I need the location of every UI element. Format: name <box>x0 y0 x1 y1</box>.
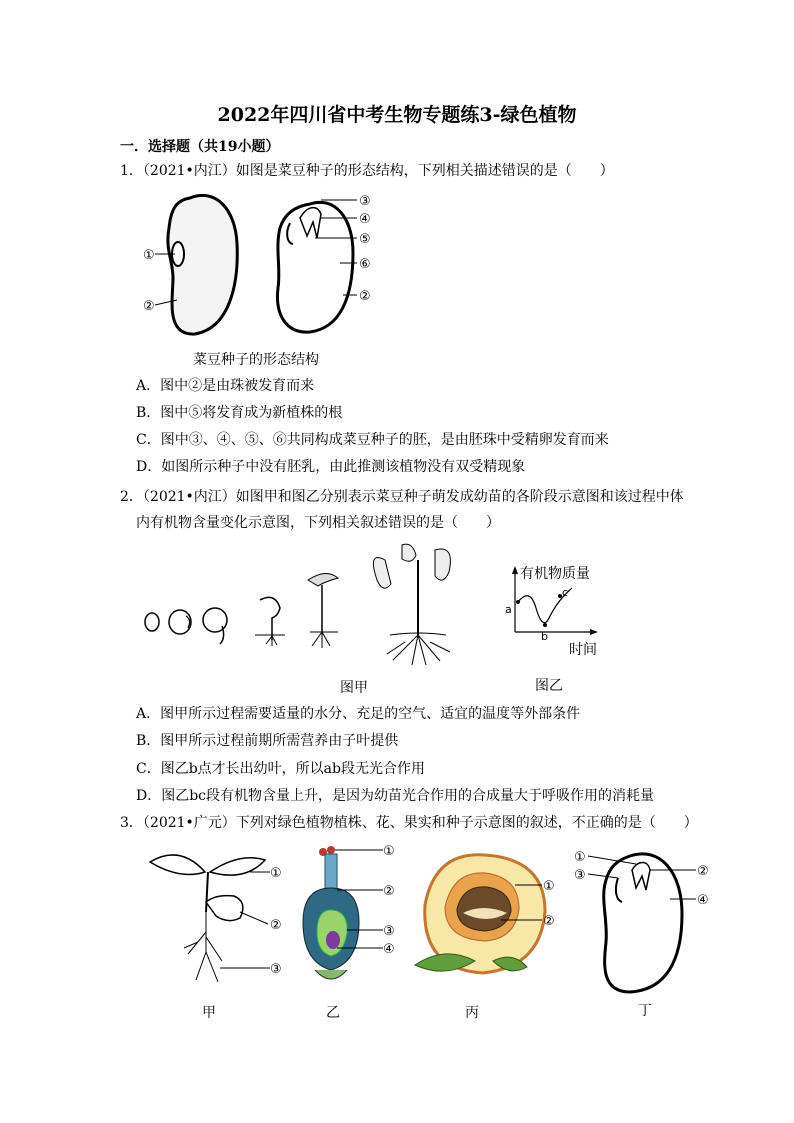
yi-label-4: ④ <box>383 942 395 957</box>
pistil-figure-yi <box>295 842 405 1002</box>
q1-option-c: C．图中③、④、⑤、⑥共同构成菜豆种子的胚，是由胚珠中受精卵发育而来 <box>136 432 609 448</box>
question-2-stem-line2: 内有机物含量变化示意图，下列相关叙述错误的是（ ） <box>136 515 500 531</box>
question-2-stem-line1: 2．（2021•内江）如图甲和图乙分别表示菜豆种子萌发成幼苗的各阶段示意图和该过程中体 <box>120 489 684 505</box>
question-3-stem: 3．（2021•广元）下列对绿色植物植株、花、果实和种子示意图的叙述，不正确的是（ ） <box>120 815 698 831</box>
label-4: ④ <box>359 212 371 227</box>
yi-label-2: ② <box>383 884 395 899</box>
caption-jia: 甲 <box>202 1005 216 1021</box>
label-1-left: ① <box>143 248 155 263</box>
bing-label-1: ① <box>543 879 555 894</box>
yi-label-3: ③ <box>383 924 395 939</box>
question-1-stem: 1．（2021•内江）如图是菜豆种子的形态结构，下列相关描述错误的是（ ） <box>120 163 614 179</box>
caption-figure-yi: 图乙 <box>535 678 563 694</box>
q1-option-a: A．图中②是由珠被发育而来 <box>136 378 315 394</box>
ding-label-4: ④ <box>697 893 709 908</box>
jia-label-3: ③ <box>270 962 282 977</box>
bean-seed-figure <box>135 188 395 338</box>
ding-label-2: ② <box>697 864 709 879</box>
jia-label-1: ① <box>270 866 282 881</box>
q2-option-d: D．图乙bc段有机物含量上升，是因为幼苗光合作用的合成量大于呼吸作用的消耗量 <box>136 788 655 804</box>
caption-figure-jia: 图甲 <box>340 680 368 696</box>
ding-label-3: ③ <box>574 868 586 883</box>
caption-bing: 丙 <box>465 1005 479 1021</box>
label-2-right: ② <box>359 289 371 304</box>
bing-label-2: ② <box>543 914 555 929</box>
graph-point-c: c <box>562 586 569 599</box>
seed-figure-ding <box>570 842 720 1002</box>
label-3: ③ <box>359 194 371 209</box>
q1-option-b: B．图中⑤将发育成为新植株的根 <box>136 405 343 421</box>
label-5: ⑤ <box>359 232 371 247</box>
q2-option-c: C．图乙b点才长出幼叶，所以ab段无光合作用 <box>136 761 425 777</box>
label-6: ⑥ <box>359 257 371 272</box>
caption-yi: 乙 <box>326 1005 340 1021</box>
ding-label-1: ① <box>574 850 586 865</box>
fruit-figure-bing <box>405 845 565 995</box>
section-heading: 一．选择题（共19小题） <box>120 139 280 155</box>
label-2-left: ② <box>143 299 155 314</box>
graph-point-b: b <box>541 630 548 643</box>
plant-figure-jia <box>140 842 300 1002</box>
page-title: 2022年四川省中考生物专题练3-绿色植物 <box>217 104 577 126</box>
figure-caption-q1: 菜豆种子的形态结构 <box>193 352 319 368</box>
jia-label-2: ② <box>270 918 282 933</box>
yi-label-1: ① <box>383 844 395 859</box>
graph-xlabel: 时间 <box>569 642 597 658</box>
germination-stages-figure <box>140 540 480 670</box>
q2-option-b: B．图甲所示过程前期所需营养由子叶提供 <box>136 733 399 749</box>
graph-ylabel: 有机物质量 <box>520 566 590 582</box>
graph-point-a: a <box>505 603 512 616</box>
q2-option-a: A．图甲所示过程需要适量的水分、充足的空气、适宜的温度等外部条件 <box>136 706 581 722</box>
q1-option-d: D．如图所示种子中没有胚乳，由此推测该植物没有双受精现象 <box>136 459 526 475</box>
caption-ding: 丁 <box>638 1003 652 1019</box>
